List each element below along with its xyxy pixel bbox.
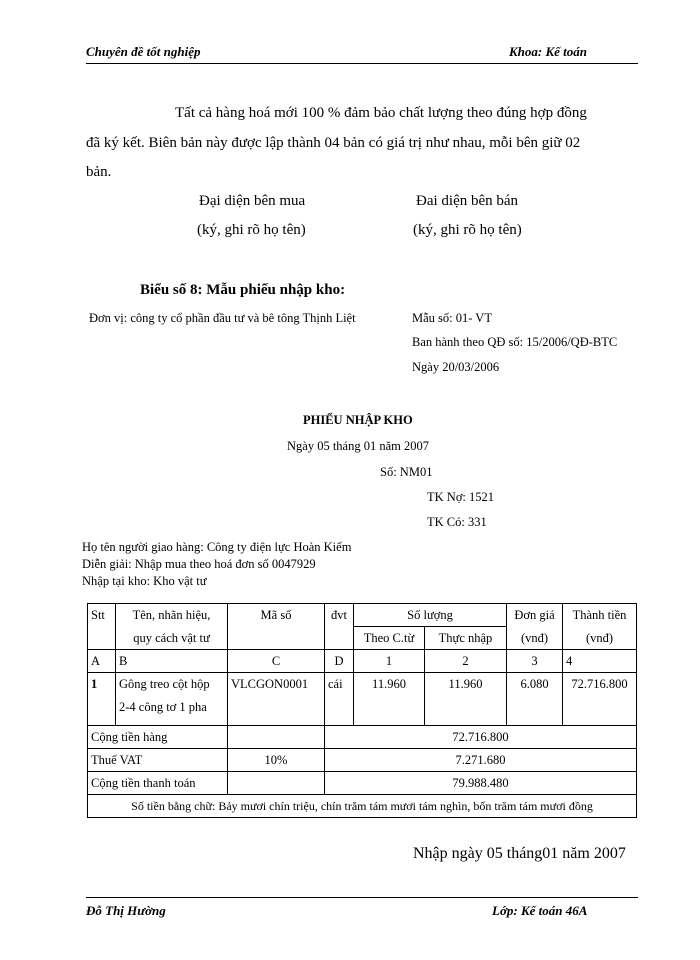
amount-in-words: Số tiền bằng chữ: Bảy mươi chín triệu, chín trăm tám mươi tám nghìn, bốn trăm tám mươi đồng bbox=[88, 795, 637, 818]
letter-c: C bbox=[228, 650, 325, 673]
header-unit: đvt bbox=[325, 604, 354, 650]
row-price: 6.080 bbox=[507, 673, 563, 726]
buyer-title: Đại diện bên mua bbox=[199, 193, 306, 209]
intro-line-1: Tất cả hàng hoá mới 100 % đảm bảo chất lượng theo đúng hợp đồng bbox=[175, 105, 587, 121]
row-stt: 1 bbox=[88, 673, 116, 726]
in-words-row bbox=[88, 795, 637, 818]
letter-1: 1 bbox=[354, 650, 425, 673]
header-right: Khoa: Kế toán bbox=[509, 44, 588, 59]
table-letter-row bbox=[88, 650, 637, 673]
header-price-line-2: (vnđ) bbox=[520, 631, 549, 645]
unit-line: Đơn vị: công ty cổ phần đầu tư và bê tông Thịnh Liệt bbox=[89, 311, 356, 325]
total-pay-value: 79.988.480 bbox=[325, 772, 637, 795]
vat-label: Thuế VAT bbox=[88, 749, 228, 772]
row-name bbox=[116, 673, 228, 726]
table-row bbox=[88, 673, 637, 726]
footer-right: Lớp: Kế toán 46A bbox=[492, 903, 588, 918]
slip-credit-account: TK Có: 331 bbox=[427, 515, 487, 529]
total-pay-empty bbox=[228, 772, 325, 795]
row-unit: cái bbox=[325, 673, 354, 726]
table-header-row-1 bbox=[88, 604, 637, 627]
total-pay-row bbox=[88, 772, 637, 795]
letter-d: D bbox=[325, 650, 354, 673]
buyer-note: (ký, ghi rõ họ tên) bbox=[197, 222, 306, 238]
intro-line-2: đã ký kết. Biên bản này được lập thành 04 bản có giá trị như nhau, mỗi bên giữ 02 bbox=[86, 135, 581, 151]
slip-number: Số: NM01 bbox=[380, 465, 433, 479]
vat-value: 7.271.680 bbox=[325, 749, 637, 772]
receipt-table bbox=[87, 603, 637, 818]
seller-title: Đai diện bên bán bbox=[416, 193, 519, 209]
footer-left: Đỗ Thị Hường bbox=[86, 903, 166, 918]
intro-line-3: bản. bbox=[86, 164, 112, 180]
letter-b: B bbox=[116, 650, 228, 673]
header-qty-actual: Thực nhập bbox=[425, 627, 507, 650]
row-amount: 72.716.800 bbox=[563, 673, 637, 726]
row-name-line-1: Gông treo cột hộp bbox=[119, 677, 210, 691]
header-amount-line-1: Thành tiền bbox=[572, 608, 627, 622]
row-name-line-2: 2-4 công tơ 1 pha bbox=[119, 700, 207, 714]
explanation-line: Diễn giải: Nhập mua theo hoá đơn số 0047929 bbox=[82, 557, 316, 571]
header-stt: Stt bbox=[88, 604, 116, 650]
header-price bbox=[507, 604, 563, 650]
total-goods-value: 72.716.800 bbox=[325, 726, 637, 749]
header-rule bbox=[86, 63, 638, 64]
header-code: Mã số bbox=[228, 604, 325, 650]
footer-rule bbox=[86, 897, 638, 898]
seller-note: (ký, ghi rõ họ tên) bbox=[413, 222, 522, 238]
header-left: Chuyên đề tốt nghiệp bbox=[86, 44, 201, 59]
letter-3: 3 bbox=[507, 650, 563, 673]
letter-4: 4 bbox=[563, 650, 637, 673]
section-title: Biểu số 8: Mẫu phiếu nhập kho: bbox=[140, 282, 346, 298]
total-pay-label: Cộng tiền thanh toán bbox=[88, 772, 228, 795]
form-issued-by: Ban hành theo QĐ số: 15/2006/QĐ-BTC bbox=[412, 335, 618, 349]
row-qty-actual: 11.960 bbox=[425, 673, 507, 726]
total-goods-row bbox=[88, 726, 637, 749]
slip-debit-account: TK Nợ: 1521 bbox=[427, 490, 495, 504]
vat-rate: 10% bbox=[228, 749, 325, 772]
entry-date: Nhập ngày 05 tháng01 năm 2007 bbox=[413, 845, 626, 862]
total-goods-empty bbox=[228, 726, 325, 749]
slip-date: Ngày 05 tháng 01 năm 2007 bbox=[287, 439, 429, 453]
vat-row bbox=[88, 749, 637, 772]
letter-a: A bbox=[88, 650, 116, 673]
header-amount bbox=[563, 604, 637, 650]
form-issued-date: Ngày 20/03/2006 bbox=[412, 360, 500, 374]
row-qty-doc: 11.960 bbox=[354, 673, 425, 726]
letter-2: 2 bbox=[425, 650, 507, 673]
header-name-line-2: quy cách vật tư bbox=[133, 631, 210, 645]
slip-title: PHIẾU NHẬP KHO bbox=[303, 413, 413, 427]
header-name bbox=[116, 604, 228, 650]
header-quantity: Số lượng bbox=[354, 604, 507, 627]
warehouse-line: Nhập tại kho: Kho vật tư bbox=[82, 574, 207, 588]
header-qty-doc: Theo C.từ bbox=[354, 627, 425, 650]
header-name-line-1: Tên, nhãn hiệu, bbox=[132, 608, 211, 622]
total-goods-label: Cộng tiền hàng bbox=[88, 726, 228, 749]
header-price-line-1: Đơn giá bbox=[514, 608, 555, 622]
deliverer-line: Họ tên người giao hàng: Công ty điện lực Hoàn Kiếm bbox=[82, 540, 352, 554]
form-number: Mẫu số: 01- VT bbox=[412, 311, 492, 325]
row-code: VLCGON0001 bbox=[228, 673, 325, 726]
header-amount-line-2: (vnđ) bbox=[585, 631, 614, 645]
